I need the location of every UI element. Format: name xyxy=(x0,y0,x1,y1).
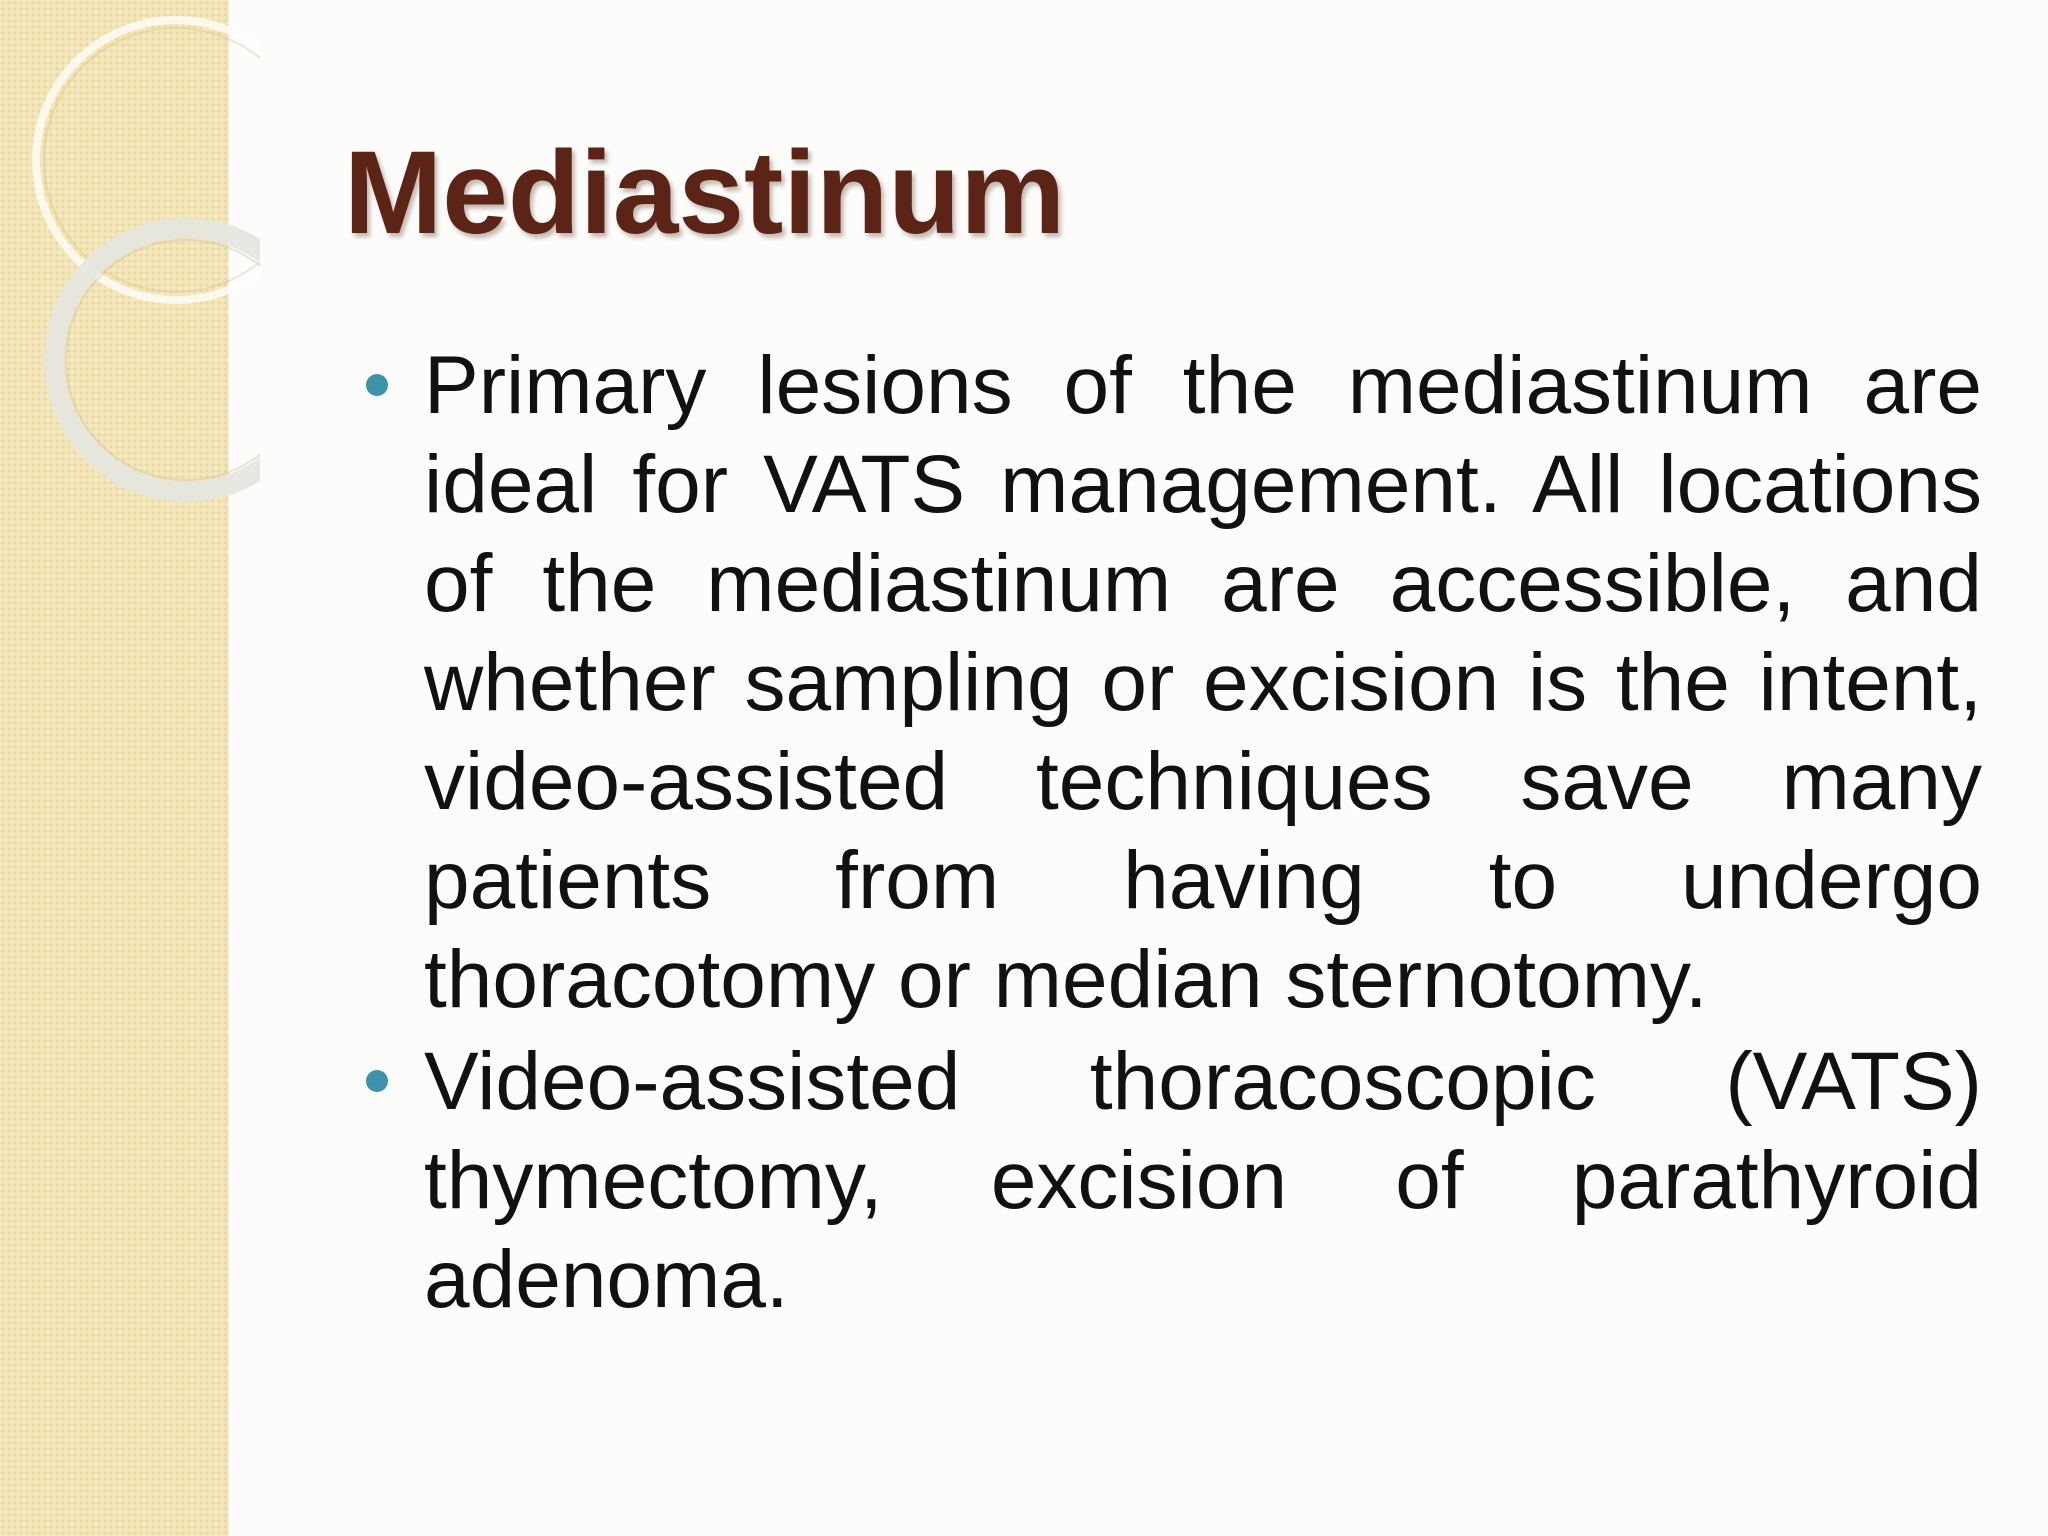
bullet-text: Video-assisted thoracoscopic (VATS) thymectomy, excision of parathyroid adenoma. xyxy=(424,1036,1982,1325)
bullet-item xyxy=(366,336,1982,1029)
decorative-circles xyxy=(0,0,260,520)
bullet-dot-icon xyxy=(366,1070,388,1092)
slide-title: Mediastinum xyxy=(344,127,1066,259)
bullet-dot-icon xyxy=(366,374,388,396)
bullet-text: Primary lesions of the mediastinum are ideal for VATS management. All locations of the mediastinum are accessible, and whether sampling or excision is the intent, video-assisted techniques save many patients from having to undergo thoracotomy or median sternotomy. xyxy=(424,340,1982,1025)
bullet-item xyxy=(366,1032,1982,1329)
bullet-list xyxy=(366,336,1982,1332)
